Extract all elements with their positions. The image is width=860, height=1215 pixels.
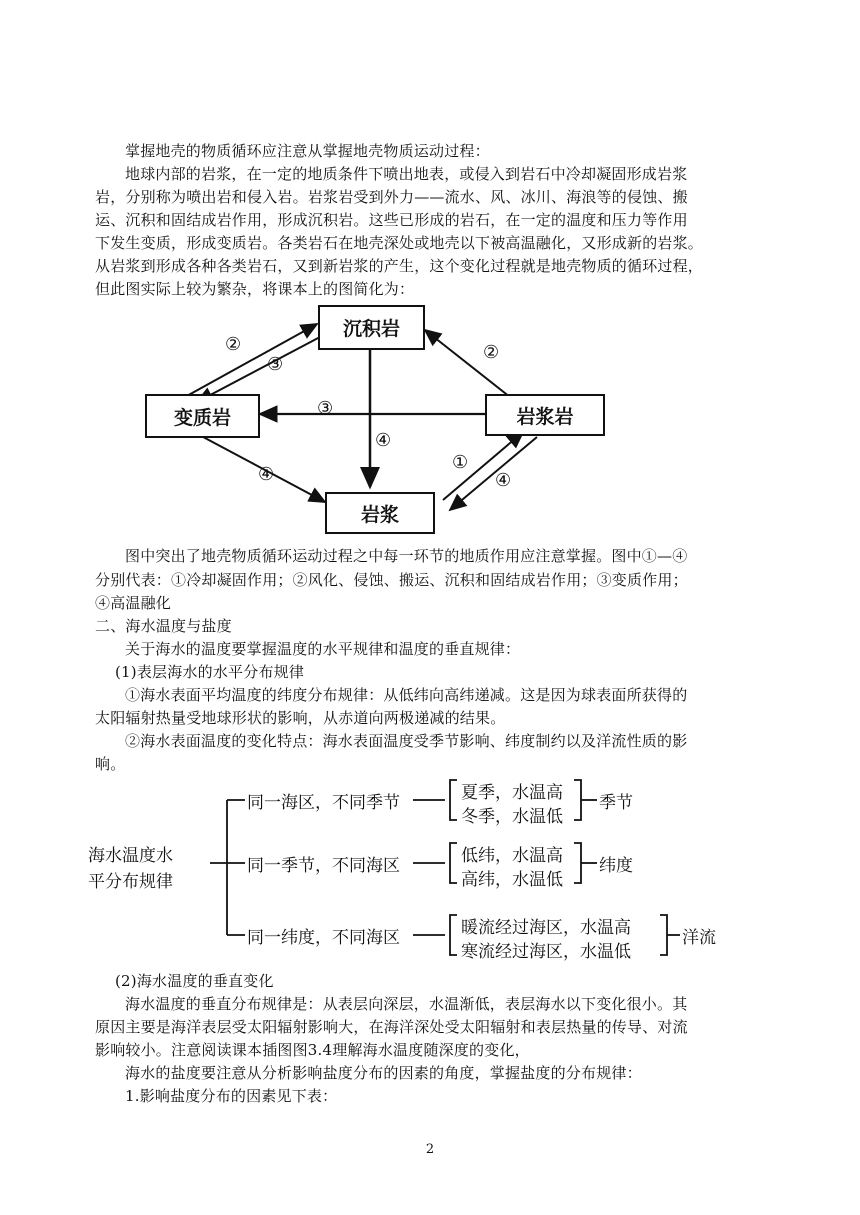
section-heading: 二、海水温度与盐度 (95, 617, 232, 635)
paragraph-line: 但此图实际上较为繁杂，将课本上的图简化为： (95, 280, 415, 298)
paragraph-line: 响。 (95, 755, 126, 773)
paragraph-line: 原因主要是海洋表层受太阳辐射影响大，在海洋深处受太阳辐射和表层热量的传导、对流 (95, 1018, 688, 1036)
tree-factor: 洋流 (682, 928, 716, 948)
tree-branch-item: 高纬，水温低 (461, 870, 563, 890)
node-metamorphic-rock: 变质岩 (145, 394, 260, 438)
paragraph-line: 运、沉积和固结成岩作用，形成沉积岩。这些已形成的岩石，在一定的温度和压力等作用 (95, 211, 688, 229)
edge-label: ③ (267, 354, 284, 375)
edge-label: ④ (375, 430, 392, 451)
subheading: (1)表层海水的水平分布规律 (115, 663, 305, 681)
rock-cycle-diagram (125, 302, 655, 542)
paragraph-line: 关于海水的温度要掌握温度的水平规律和温度的垂直规律： (125, 640, 521, 658)
paragraph-line: 海水温度的垂直分布规律是：从表层向深层，水温渐低，表层海水以下变化很小。其 (125, 995, 688, 1013)
tree-factor: 纬度 (599, 856, 633, 876)
paragraph-line: ④高温融化 (95, 594, 172, 612)
node-sedimentary-rock: 沉积岩 (318, 305, 425, 350)
edge-label: ② (483, 342, 500, 363)
tree-factor: 季节 (599, 793, 633, 813)
tree-branch-label: 同一纬度，不同海区 (247, 928, 400, 948)
tree-root: 平分布规律 (88, 872, 173, 892)
node-magma: 岩浆 (325, 492, 435, 534)
tree-root: 海水温度水 (88, 846, 173, 866)
tree-branch-item: 寒流经过海区，水温低 (461, 942, 631, 962)
page-number: 2 (425, 1142, 435, 1157)
paragraph-line: ②海水表面温度的变化特点：海水表面温度受季节影响、纬度制约以及洋流性质的影 (125, 732, 688, 750)
tree-branch-label: 同一季节，不同海区 (247, 856, 400, 876)
paragraph-line: 从岩浆到形成各种各类岩石，又到新岩浆的产生，这个变化过程就是地壳物质的循环过程， (95, 257, 704, 275)
paragraph-line: 海水的盐度要注意从分析影响盐度分布的因素的角度，掌握盐度的分布规律： (125, 1064, 642, 1082)
edge-label: ④ (495, 470, 512, 491)
edge-label: ④ (258, 464, 275, 485)
paragraph-line: 太阳辐射热量受地球形状的影响，从赤道向两极递减的结果。 (95, 709, 506, 727)
paragraph-line: 影响较小。注意阅读课本插图图3.4理解海水温度随深度的变化， (95, 1041, 530, 1059)
tree-branch-item: 夏季，水温高 (461, 783, 563, 803)
paragraph-line: 1.影响盐度分布的因素见下表： (125, 1087, 338, 1105)
node-igneous-rock: 岩浆岩 (485, 394, 605, 436)
edge-label: ② (225, 334, 242, 355)
edge-label: ① (452, 452, 469, 473)
paragraph-line: ①海水表面平均温度的纬度分布规律：从低纬向高纬递减。这是因为球表面所获得的 (125, 686, 688, 704)
paragraph-line: 掌握地壳的物质循环应注意从掌握地壳物质运动过程： (125, 142, 490, 160)
paragraph-line: 岩，分别称为喷出岩和侵入岩。岩浆岩受到外力——流水、风、冰川、海浪等的侵蚀、搬 (95, 188, 688, 206)
paragraph-line: 分别代表：①冷却凝固作用；②风化、侵蚀、搬运、沉积和固结成岩作用；③变质作用； (95, 571, 688, 589)
tree-branch-item: 低纬，水温高 (461, 846, 563, 866)
paragraph-line: 下发生变质，形成变质岩。各类岩石在地壳深处或地壳以下被高温融化，又形成新的岩浆。 (95, 234, 704, 252)
paragraph-line: 地球内部的岩浆，在一定的地质条件下喷出地表，或侵入到岩石中冷却凝固形成岩浆 (125, 165, 688, 183)
tree-branch-item: 暖流经过海区，水温高 (461, 918, 631, 938)
tree-branch-label: 同一海区，不同季节 (247, 793, 400, 813)
tree-branch-item: 冬季，水温低 (461, 807, 563, 827)
subheading: (2)海水温度的垂直变化 (115, 972, 274, 990)
temperature-distribution-tree (85, 775, 765, 970)
edge-label: ③ (317, 398, 334, 419)
tree-lines (85, 775, 765, 970)
paragraph-line: 图中突出了地壳物质循环运动过程之中每一环节的地质作用应注意掌握。图中①—④ (125, 547, 688, 565)
